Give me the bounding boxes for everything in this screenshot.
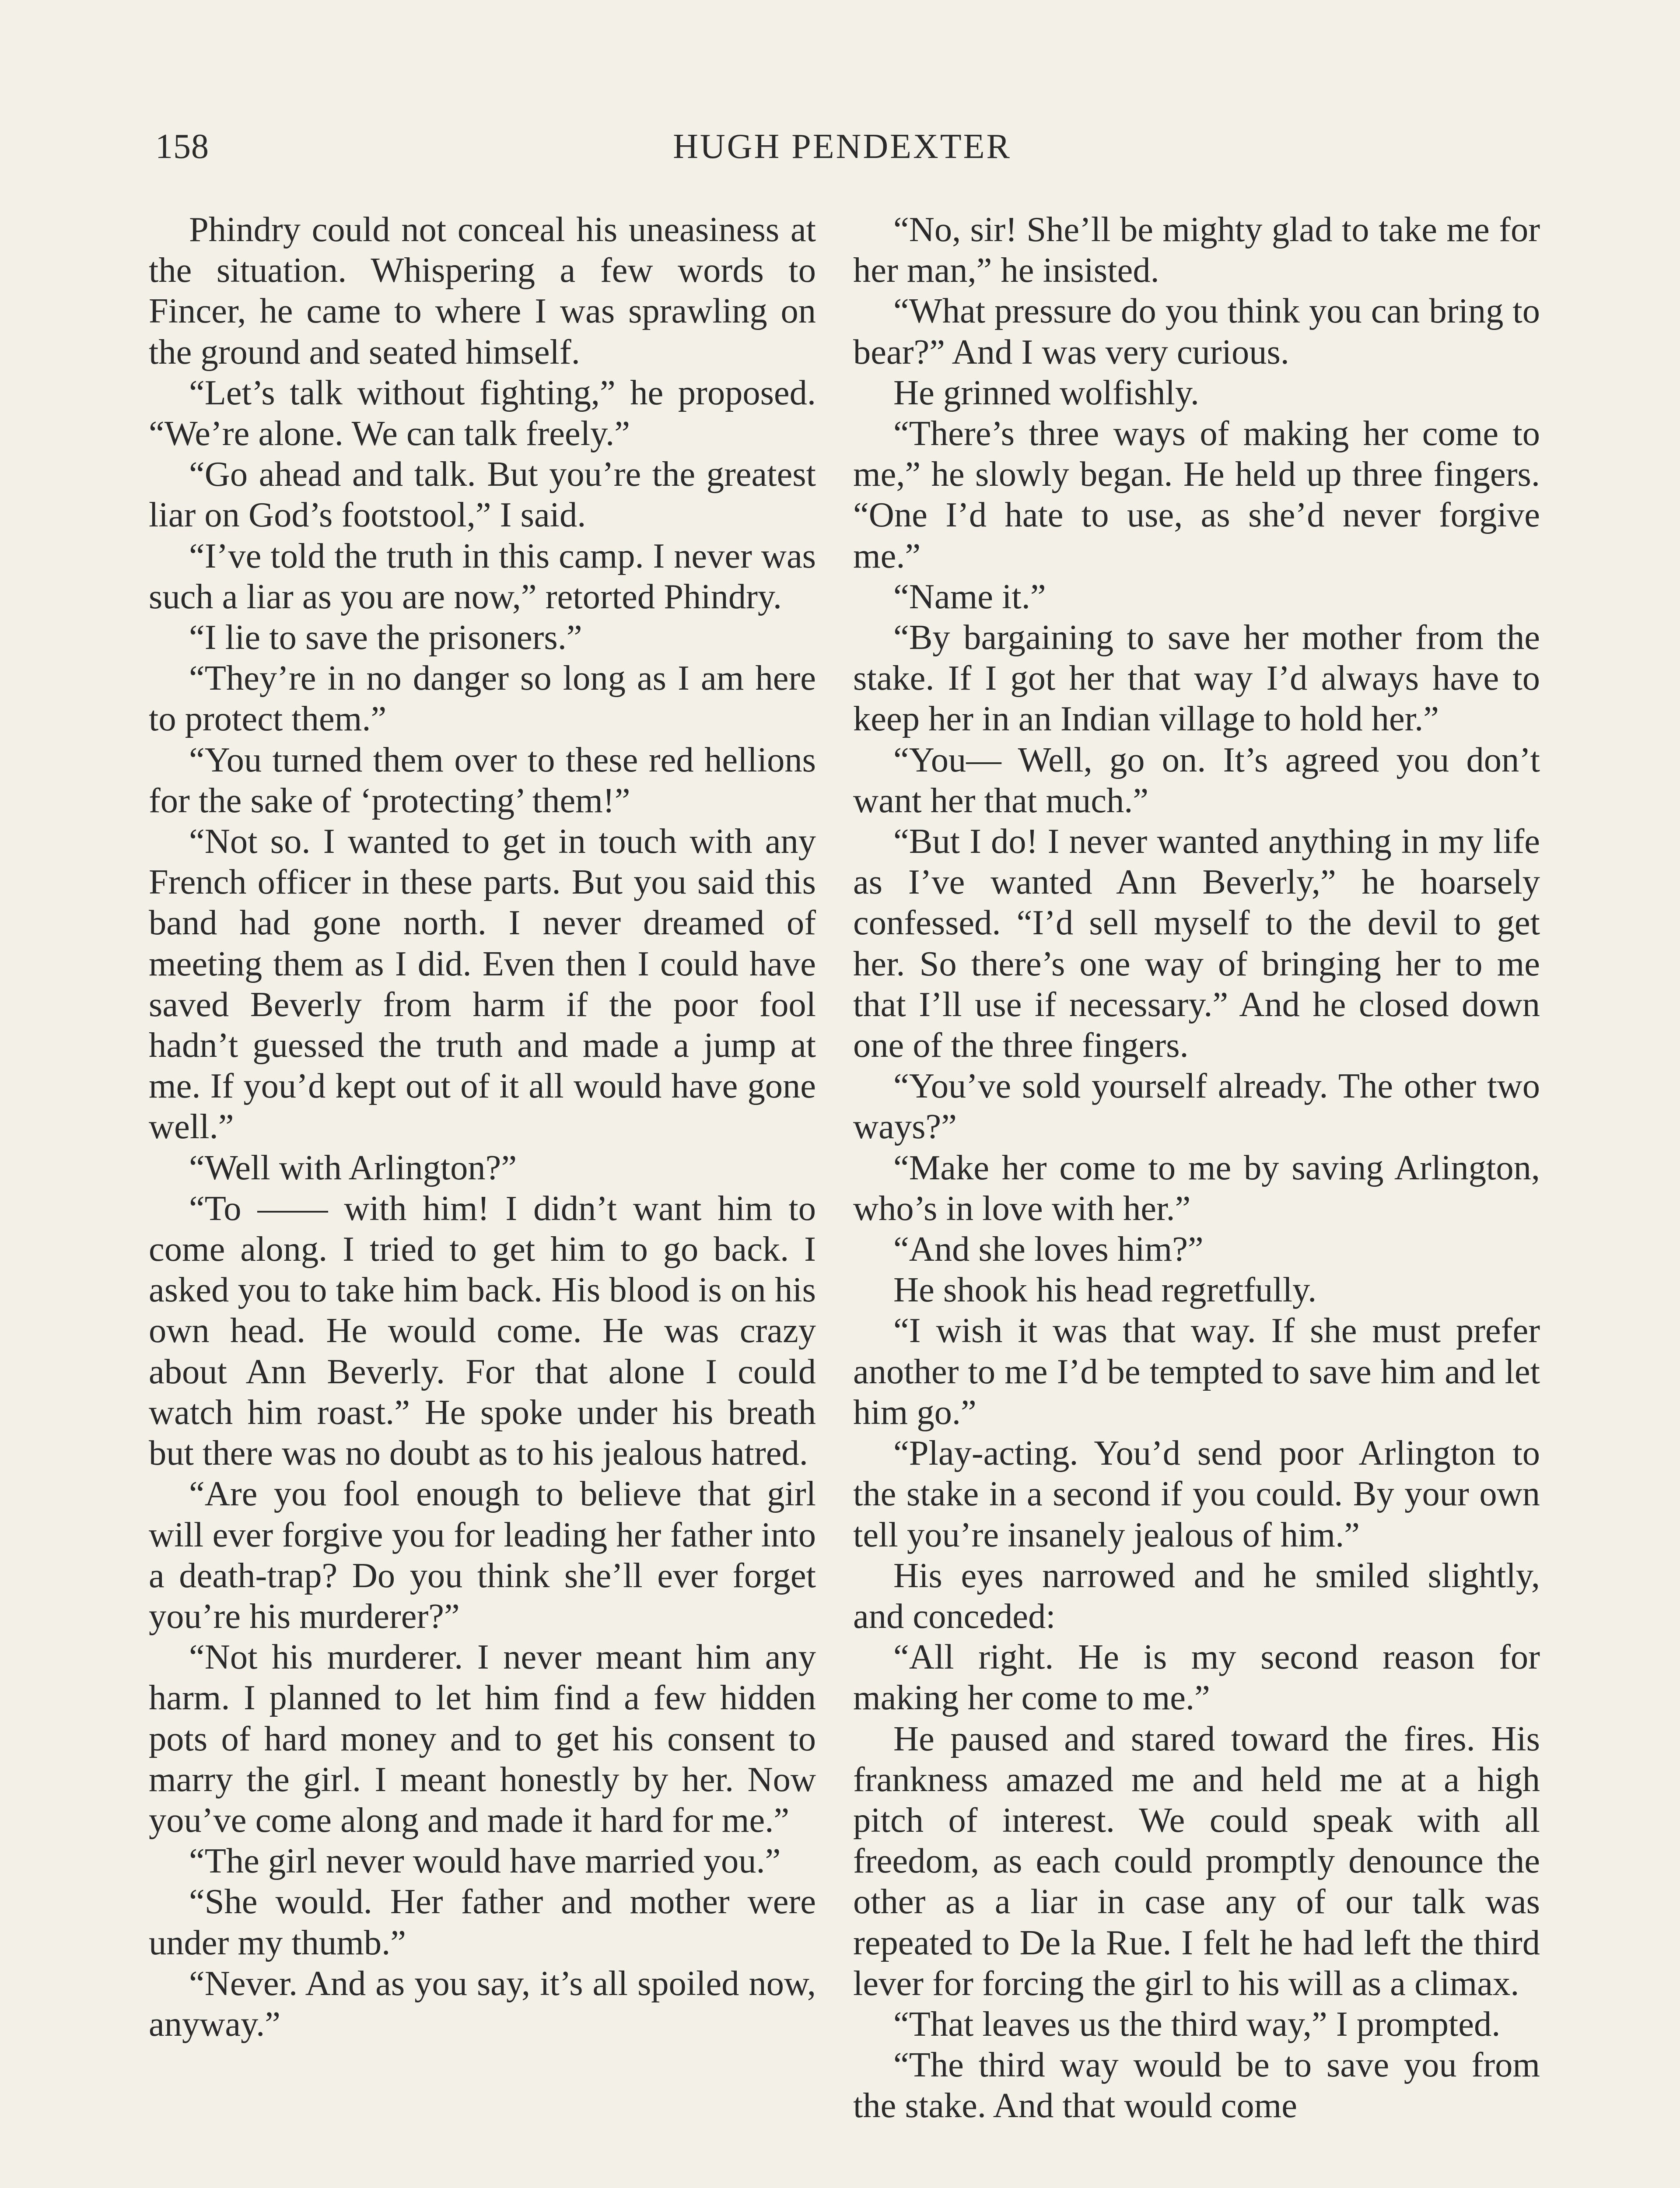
paragraph: “Name it.” <box>893 577 1046 616</box>
paragraph: Phindry could not conceal his uneasiness at the situation. Whispering a few words to Fincer, he came to where I was sprawling on the ground and seated himself. <box>149 210 816 372</box>
paragraph: “No, sir! She’ll be mighty glad to take me for her man,” he insisted. <box>853 210 1540 290</box>
paragraph: “I’ve told the truth in this camp. I never was such a liar as you are now,” retorted Phindry. <box>149 536 816 616</box>
paragraph: “Are you fool enough to believe that girl will ever forgive you for leading her father into a death-trap? Do you think she’ll ever forget you’re his murderer?” <box>149 1474 816 1636</box>
paragraph: “They’re in no danger so long as I am here to protect them.” <box>149 659 816 739</box>
paragraph: “You’ve sold yourself already. The other two ways?” <box>853 1066 1540 1147</box>
paragraph: He paused and stared toward the fires. His frankness amazed me and held me at a high pitch of interest. We could speak with all freedom, as each could promptly denounce the other as a liar in case any of our talk was repeated to De la Rue. I felt he had left the third lever for forcing the girl to his will as a climax. <box>853 1719 1540 2003</box>
paragraph: “Make her come to me by saving Arlington, who’s in love with her.” <box>853 1148 1540 1228</box>
left-column <box>149 209 816 2044</box>
paragraph: “Well with Arlington?” <box>189 1148 517 1187</box>
paragraph: “Go ahead and talk. But you’re the greatest liar on God’s footstool,” I said. <box>149 455 816 535</box>
paragraph: “I wish it was that way. If she must prefer another to me I’d be tempted to save him and let him go.” <box>853 1311 1540 1432</box>
paragraph: “Not so. I wanted to get in touch with any French officer in these parts. But you said this band had gone north. I never dreamed of meeting them as I did. Even then I could have saved Beverly from harm if the poor fool hadn’t guessed the truth and made a jump at me. If you’d kept out of it all would have gone well.” <box>149 822 816 1147</box>
paragraph: “The girl never would have married you.” <box>189 1841 781 1881</box>
paragraph: His eyes narrowed and he smiled slightly, and conceded: <box>853 1556 1540 1636</box>
paragraph: He grinned wolfishly. <box>893 373 1200 412</box>
paragraph: “All right. He is my second reason for making her come to me.” <box>853 1637 1540 1718</box>
paragraph: “Let’s talk without fighting,” he proposed. “We’re alone. We can talk freely.” <box>149 373 816 453</box>
paragraph: “Not his murderer. I never meant him any harm. I planned to let him find a few hidden pots of hard money and to get his consent to marry the girl. I meant honestly by her. Now you’ve come along and made it hard for me.” <box>149 1637 816 1840</box>
page-number: 158 <box>155 127 209 166</box>
right-column <box>853 209 1540 2126</box>
paragraph: “That leaves us the third way,” I prompted. <box>893 2004 1501 2044</box>
paragraph: “What pressure do you think you can bring to bear?” And I was very curious. <box>853 291 1540 372</box>
paragraph: “You— Well, go on. It’s agreed you don’t want her that much.” <box>853 740 1540 820</box>
page-header <box>155 127 1529 175</box>
paragraph: “Never. And as you say, it’s all spoiled now, anyway.” <box>149 1964 816 2044</box>
paragraph: “You turned them over to these red hellions for the sake of ‘protecting’ them!” <box>149 740 816 820</box>
paragraph: “By bargaining to save her mother from the stake. If I got her that way I’d always have to keep her in an Indian village to hold her.” <box>853 618 1540 739</box>
paragraph: “And she loves him?” <box>893 1230 1204 1269</box>
paragraph: “Play-acting. You’d send poor Arlington to the stake in a second if you could. By your own tell you’re insanely jealous of him.” <box>853 1434 1540 1554</box>
running-title: HUGH PENDEXTER <box>673 127 1012 166</box>
paragraph: “But I do! I never wanted anything in my life as I’ve wanted Ann Beverly,” he hoarsely confessed. “I’d sell myself to the devil to get her. So there’s one way of bringing her to me that I’ll use if necessary.” And he closed down one of the three fingers. <box>853 822 1540 1065</box>
paragraph: “The third way would be to save you from the stake. And that would come <box>853 2045 1540 2125</box>
paragraph: “To —— with him! I didn’t want him to come along. I tried to get him to go back. I asked you to take him back. His blood is on his own head. He would come. He was crazy about Ann Beverly. For that alone I could watch him roast.” He spoke under his breath but there was no doubt as to his jealous hatred. <box>149 1189 816 1473</box>
paragraph: “She would. Her father and mother were under my thumb.” <box>149 1882 816 1962</box>
paragraph: “There’s three ways of making her come to me,” he slowly began. He held up three fingers. “One I’d hate to use, as she’d never forgive me.” <box>853 414 1540 575</box>
paragraph: He shook his head regretfully. <box>893 1270 1317 1310</box>
paragraph: “I lie to save the prisoners.” <box>189 618 582 657</box>
